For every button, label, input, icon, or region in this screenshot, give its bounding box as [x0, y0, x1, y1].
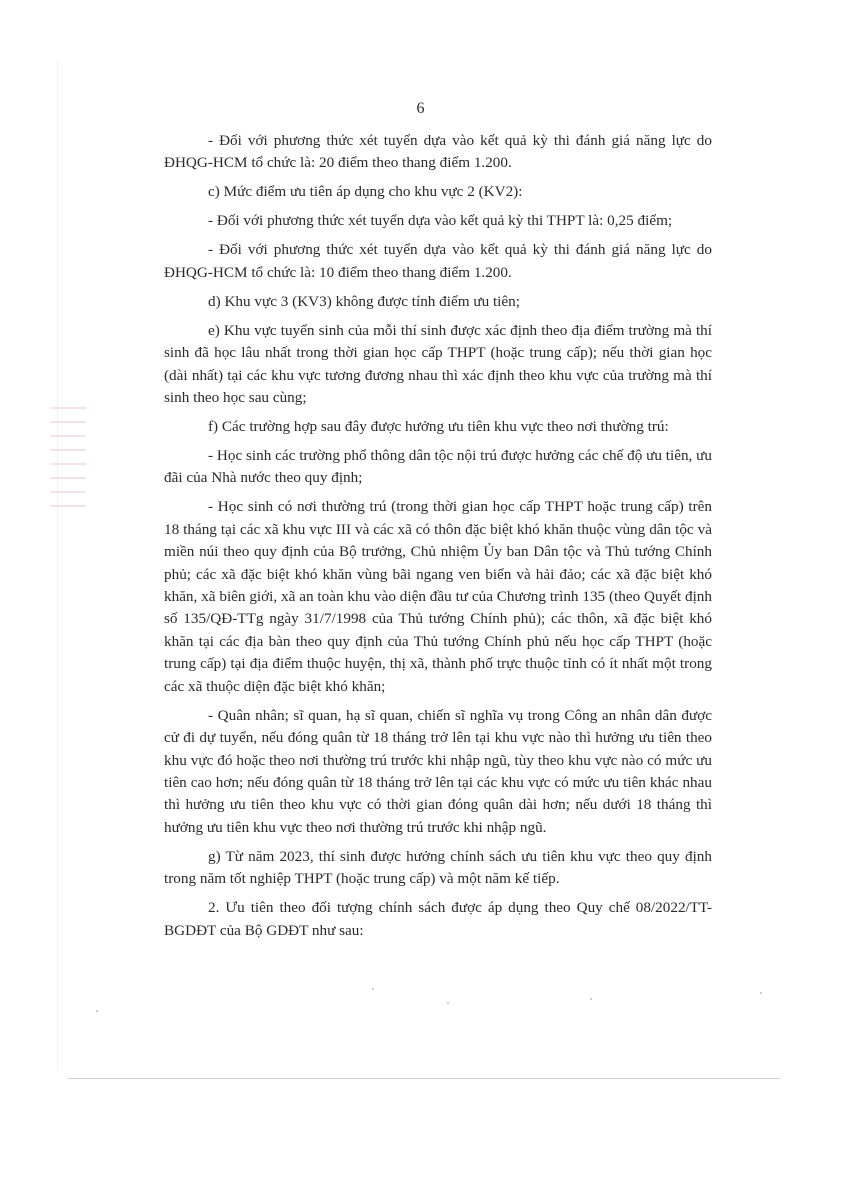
paragraph-difficult-areas: - Học sinh có nơi thường trú (trong thời gian học cấp THPT hoặc trung cấp) trên 18 tháng tại các xã khu vực III và các xã có thôn đặc biệt khó khăn thuộc vùng dân tộc và miền núi theo quy định của Bộ trưởng, Chủ nhiệm Ủy ban Dân tộc và Thủ tướng Chính phủ; các xã đặc biệt khó khăn vùng bãi ngang ven biển và hải đảo; các xã đặc biệt khó khăn, xã biên giới, xã an toàn khu vào diện đầu tư của Chương trình 135 (theo Quyết định số 135/QĐ-TTg ngày 31/7/1998 của Thủ tướng Chính phủ); các thôn, xã đặc biệt khó khăn tại các địa bàn theo quy định của Thủ tướng Chính phủ nếu học cấp THPT (hoặc trung cấp) tại địa điểm thuộc huyện, thị xã, thành phố trực thuộc tỉnh có ít nhất một trong các xã thuộc diện đặc biệt khó khăn; [164, 498, 712, 695]
scan-noise [0, 980, 841, 1020]
page-bottom-line [68, 1078, 780, 1079]
paragraph-kv2-heading: c) Mức điểm ưu tiên áp dụng cho khu vực 2 (KV2): [208, 183, 523, 201]
paragraph-kv2-thpt: - Đối với phương thức xét tuyển dựa vào kết quả kỳ thi THPT là: 0,25 điểm; [208, 212, 673, 230]
paragraph-military: - Quân nhân; sĩ quan, hạ sĩ quan, chiến sĩ nghĩa vụ trong Công an nhân dân được cử đi dự tuyển, nếu đóng quân từ 18 tháng trở lên tại khu vực nào thì hưởng ưu tiên theo khu vực đó hoặc theo nơi thường trú trước khi nhập ngũ, tùy theo khu vực nào có mức ưu tiên cao hơn; nếu đóng quân từ 18 tháng trở lên tại các khu vực có mức ưu tiên khác nhau thì hưởng ưu tiên theo khu vực có thời gian đóng quân dài hơn; nếu dưới 18 tháng thì hưởng ưu tiên khu vực theo nơi thường trú trước khi nhập ngũ. [164, 706, 712, 836]
paragraph-boarding-students: - Học sinh các trường phổ thông dân tộc nội trú được hưởng các chế độ ưu tiên, ưu đãi của Nhà nước theo quy định; [164, 447, 712, 487]
paragraph-dhqg-20-points: - Đối với phương thức xét tuyển dựa vào kết quả kỳ thi đánh giá năng lực do ĐHQG-HCM tổ chức là: 20 điểm theo thang điểm 1.200. [164, 132, 712, 172]
paragraph-kv3: d) Khu vực 3 (KV3) không được tính điểm ưu tiên; [208, 292, 520, 310]
paragraph-from-2023: g) Từ năm 2023, thí sinh được hưởng chính sách ưu tiên khu vực theo quy định trong năm tốt nghiệp THPT (hoặc trung cấp) và một năm kế tiếp. [164, 847, 712, 888]
faint-stamp-mark [50, 395, 86, 535]
paragraph-residence-cases: f) Các trường hợp sau đây được hưởng ưu tiên khu vực theo nơi thường trú: [208, 418, 669, 436]
page-number: 6 [416, 100, 425, 117]
scan-edge-line [57, 60, 58, 1070]
paragraph-region-determination: e) Khu vực tuyển sinh của mỗi thí sinh được xác định theo địa điểm trường mà thí sinh đã học lâu nhất trong thời gian học cấp THPT (hoặc trung cấp); nếu thời gian học (dài nhất) tại các khu vực tương đương nhau thì xác định theo khu vực của trường mà thí sinh theo học sau cùng; [164, 321, 712, 407]
body-text [164, 130, 712, 949]
paragraph-kv2-dhqg: - Đối với phương thức xét tuyển dựa vào kết quả kỳ thi đánh giá năng lực do ĐHQG-HCM tổ chức là: 10 điểm theo thang điểm 1.200. [164, 241, 712, 281]
paragraph-policy-priority: 2. Ưu tiên theo đối tượng chính sách được áp dụng theo Quy chế 08/2022/TT-BGDĐT của Bộ GDĐT như sau: [164, 899, 712, 939]
